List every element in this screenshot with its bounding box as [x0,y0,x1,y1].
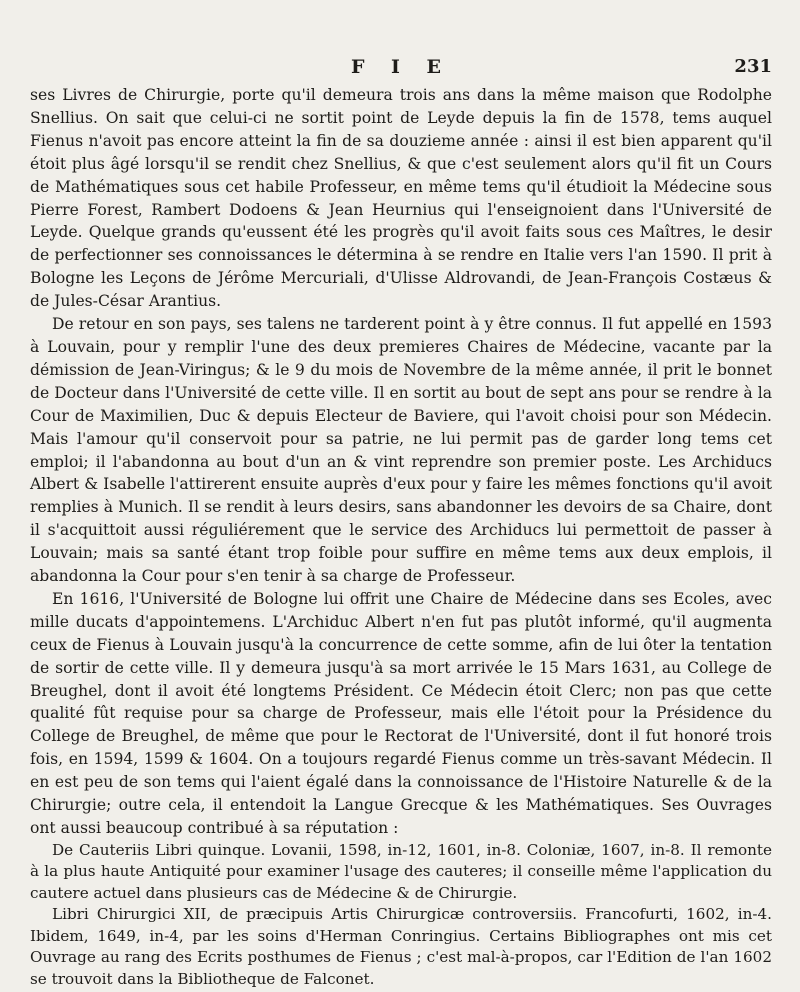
paragraph-1: ses Livres de Chirurgie, porte qu'il demeura trois ans dans la même maison que Rodolphe Snellius. On sait que celui-ci ne sortit point de Leyde depuis la fin de 1578, tems auquel Fienus n'avoit pas encore atteint la fin de sa douzieme année : ainsi il est bien apparent qu'il étoit plus âgé lorsqu'il se rendit chez Snellius, & que c'est seulement alors qu'il fit un Cours de Mathématiques sous cet habile Professeur, en même tems qu'il étudioit la Médecine sous Pierre Forest, Rambert Dodoens & Jean Heurnius qui l'enseignoient dans l'Université de Leyde. Quelque grands qu'eussent été les progrès qu'il avoit faits sous ces Maîtres, le desir de perfectionner ses connoissances le détermina à se rendre en Italie vers l'an 1590. Il prit à Bologne les Leçons de Jérôme Mercuriali, d'Ulisse Aldrovandi, de Jean-François Costæus & de Jules-César Arantius. [30,86,772,311]
page-header [30,44,772,84]
paragraph-2: De retour en son pays, ses talens ne tarderent point à y être connus. Il fut appellé en 1593 à Louvain, pour y remplir l'une des deux premieres Chaires de Médecine, vacante par la démission de Jean-Viringus; & le 9 du mois de Novembre de la même année, il prit le bonnet de Docteur dans l'Université de cette ville. Il en sortit au bout de sept ans pour se rendre à la Cour de Maximilien, Duc & depuis Electeur de Baviere, qui l'avoit choisi pour son Médecin. Mais l'amour qu'il conservoit pour sa patrie, ne lui permit pas de garder long tems cet emploi; il l'abandonna au bout d'un an & vint reprendre son premier poste. Les Archiducs Albert & Isabelle l'attirerent ensuite auprès d'eux pour y faire les mêmes fonctions qu'il avoit remplies à Munich. Il se rendit à leurs desirs, sans abandonner les devoirs de sa Chaire, dont il s'acquittoit aussi réguliérement que le service des Archiducs lui permettoit de passer à Louvain; mais sa santé étant trop foible pour suffire en même tems aux deux emplois, il abandonna la Cour pour s'en tenir à sa charge de Professeur. [30,315,772,586]
page-number: 231 [734,56,772,77]
bibliography-entry-1: De Cauteriis Libri quinque. Lovanii, 1598, in-12, 1601, in-8. Coloniæ, 1607, in-8. Il remonte à la plus haute Antiquité pour examiner l'usage des cauteres; il conseille même l'application du cautere actuel dans plusieurs cas de Médecine & de Chirurgie. [30,840,772,902]
running-title: F I E [350,56,452,78]
bibliography-entry-2: Libri Chirurgici XII, de præcipuis Artis Chirurgicæ controversiis. Francofurti, 1602, in-4. Ibidem, 1649, in-4, par les soins d'Herman Conringius. Certains Bibliographes ont mis cet Ouvrage au rang des Ecrits posthumes de Fienus ; c'est mal-à-propos, car l'Edition de l'an 1602 se trouvoit dans la Bibliotheque de Falconet. [30,905,772,988]
paragraph-3: En 1616, l'Université de Bologne lui offrit une Chaire de Médecine dans ses Ecoles, avec mille ducats d'appointemens. L'Archiduc Albert n'en fut pas plutôt informé, qu'il augmenta ceux de Fienus à Louvain jusqu'à la concurrence de cette somme, afin de lui ôter la tentation de sortir de cette ville. Il y demeura jusqu'à sa mort arrivée le 15 Mars 1631, au College de Breughel, dont il avoit été longtems Président. Ce Médecin étoit Clerc; non pas que cette qualité fût requise pour sa charge de Professeur, mais elle l'étoit pour la Présidence du College de Breughel, de même que pour le Rectorat de l'Université, dont il fut honoré trois fois, en 1594, 1599 & 1604. On a toujours regardé Fienus comme un très-savant Médecin. Il en est peu de son tems qui l'aient égalé dans la connoissance de l'Histoire Naturelle & de la Chirurgie; outre cela, il entendoit la Langue Grecque & les Mathématiques. Ses Ouvrages ont aussi beaucoup contribué à sa réputation : [30,589,772,837]
body-text [30,84,772,990]
